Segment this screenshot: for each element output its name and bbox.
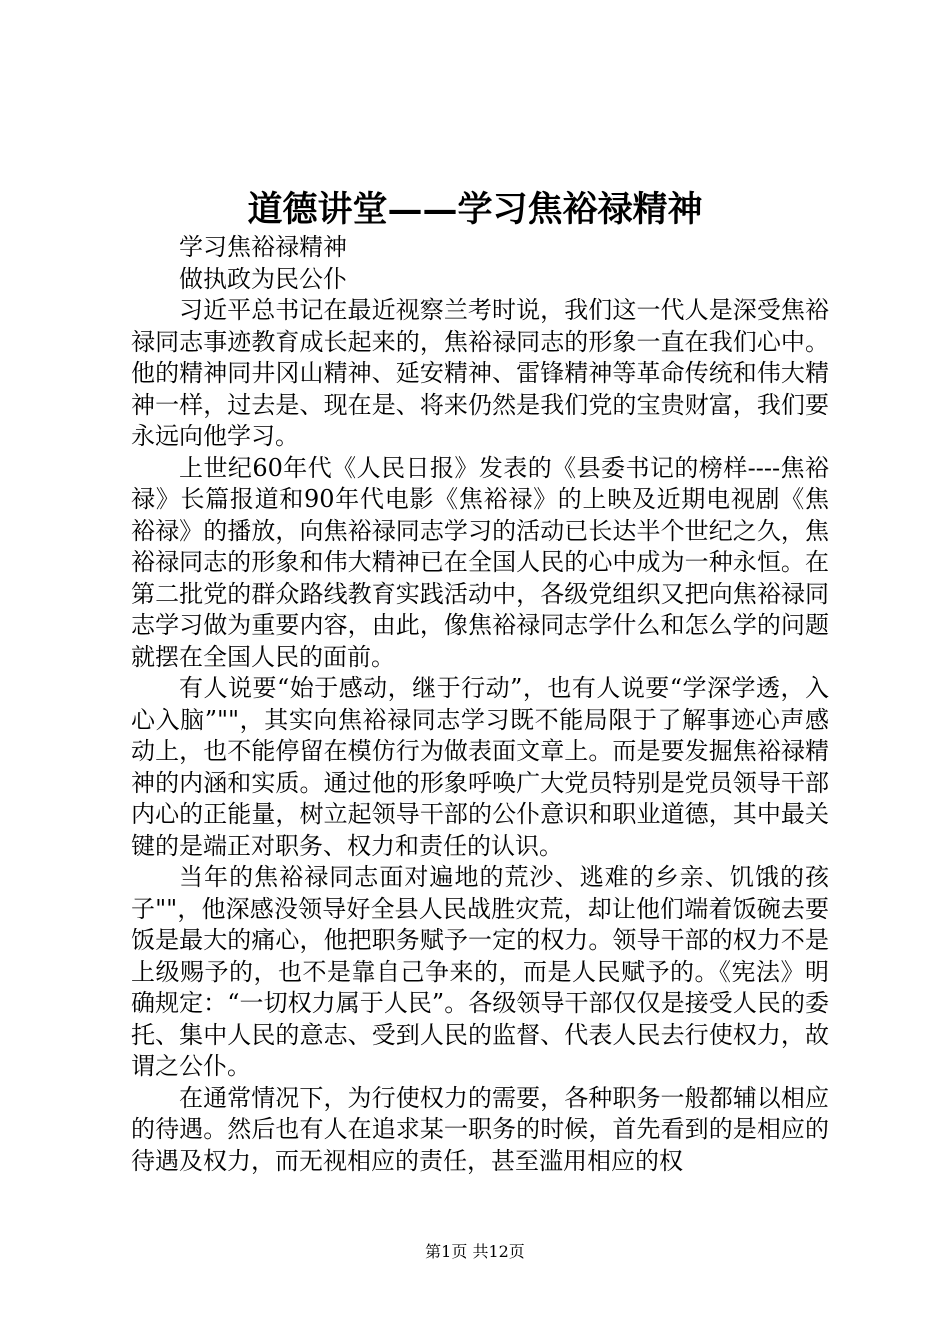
paragraph-subtitle-2: 做执政为民公仆	[179, 264, 347, 293]
page-footer: 第1页 共12页	[425, 1242, 525, 1261]
paragraph: 习近平总书记在最近视察兰考时说，我们这一代人是深受焦裕禄同志事迹教育成长起来的，焦裕禄同志的形象一直在我们心中。他的精神同井冈山精神、延安精神、雷锋精神等革命传统和伟大精神一样，过去是、现在是、将来仍然是我们党的宝贵财富，我们要永远向他学习。	[131, 296, 829, 450]
paragraph-subtitle-1: 学习焦裕禄精神	[179, 233, 347, 261]
paragraph: 在通常情况下，为行使权力的需要，各种职务一般都辅以相应的待遇。然后也有人在追求某一职务的时候，首先看到的是相应的待遇及权力，而无视相应的责任，甚至滥用相应的权	[131, 1083, 829, 1175]
paragraph: 上世纪60年代《人民日报》发表的《县委书记的榜样----焦裕禄》长篇报道和90年代电影《焦裕禄》的上映及近期电视剧《焦裕禄》的播放，向焦裕禄同志学习的活动已长达半个世纪之久，焦裕禄同志的形象和伟大精神已在全国人民的心中成为一种永恒。在第二批党的群众路线教育实践活动中，各级党组织又把向焦裕禄同志学习做为重要内容，由此，像焦裕禄同志学什么和怎么学的问题就摆在全国人民的面前。	[131, 453, 829, 671]
document-title: 道德讲堂——学习焦裕禄精神	[247, 189, 703, 230]
document-body	[131, 232, 829, 1177]
paragraph: 当年的焦裕禄同志面对遍地的荒沙、逃难的乡亲、饥饿的孩子""，他深感没领导好全县人民战胜灾荒，却让他们端着饭碗去要饭是最大的痛心，他把职务赋予一定的权力。领导干部的权力不是上级赐予的，也不是靠自己争来的，而是人民赋予的。《宪法》明确规定：“一切权力属于人民”。各级领导干部仅仅是接受人民的委托、集中人民的意志、受到人民的监督、代表人民去行使权力，故谓之公仆。	[131, 863, 829, 1080]
paragraph: 有人说要“始于感动，继于行动”，也有人说要“学深学透，入心入脑”""，其实向焦裕禄同志学习既不能局限于了解事迹心声感动上，也不能停留在模仿行为做表面文章上。而是要发掘焦裕禄精神的内涵和实质。通过他的形象呼唤广大党员特别是党员领导干部内心的正能量，树立起领导干部的公仆意识和职业道德，其中最关键的是端正对职务、权力和责任的认识。	[131, 674, 829, 860]
